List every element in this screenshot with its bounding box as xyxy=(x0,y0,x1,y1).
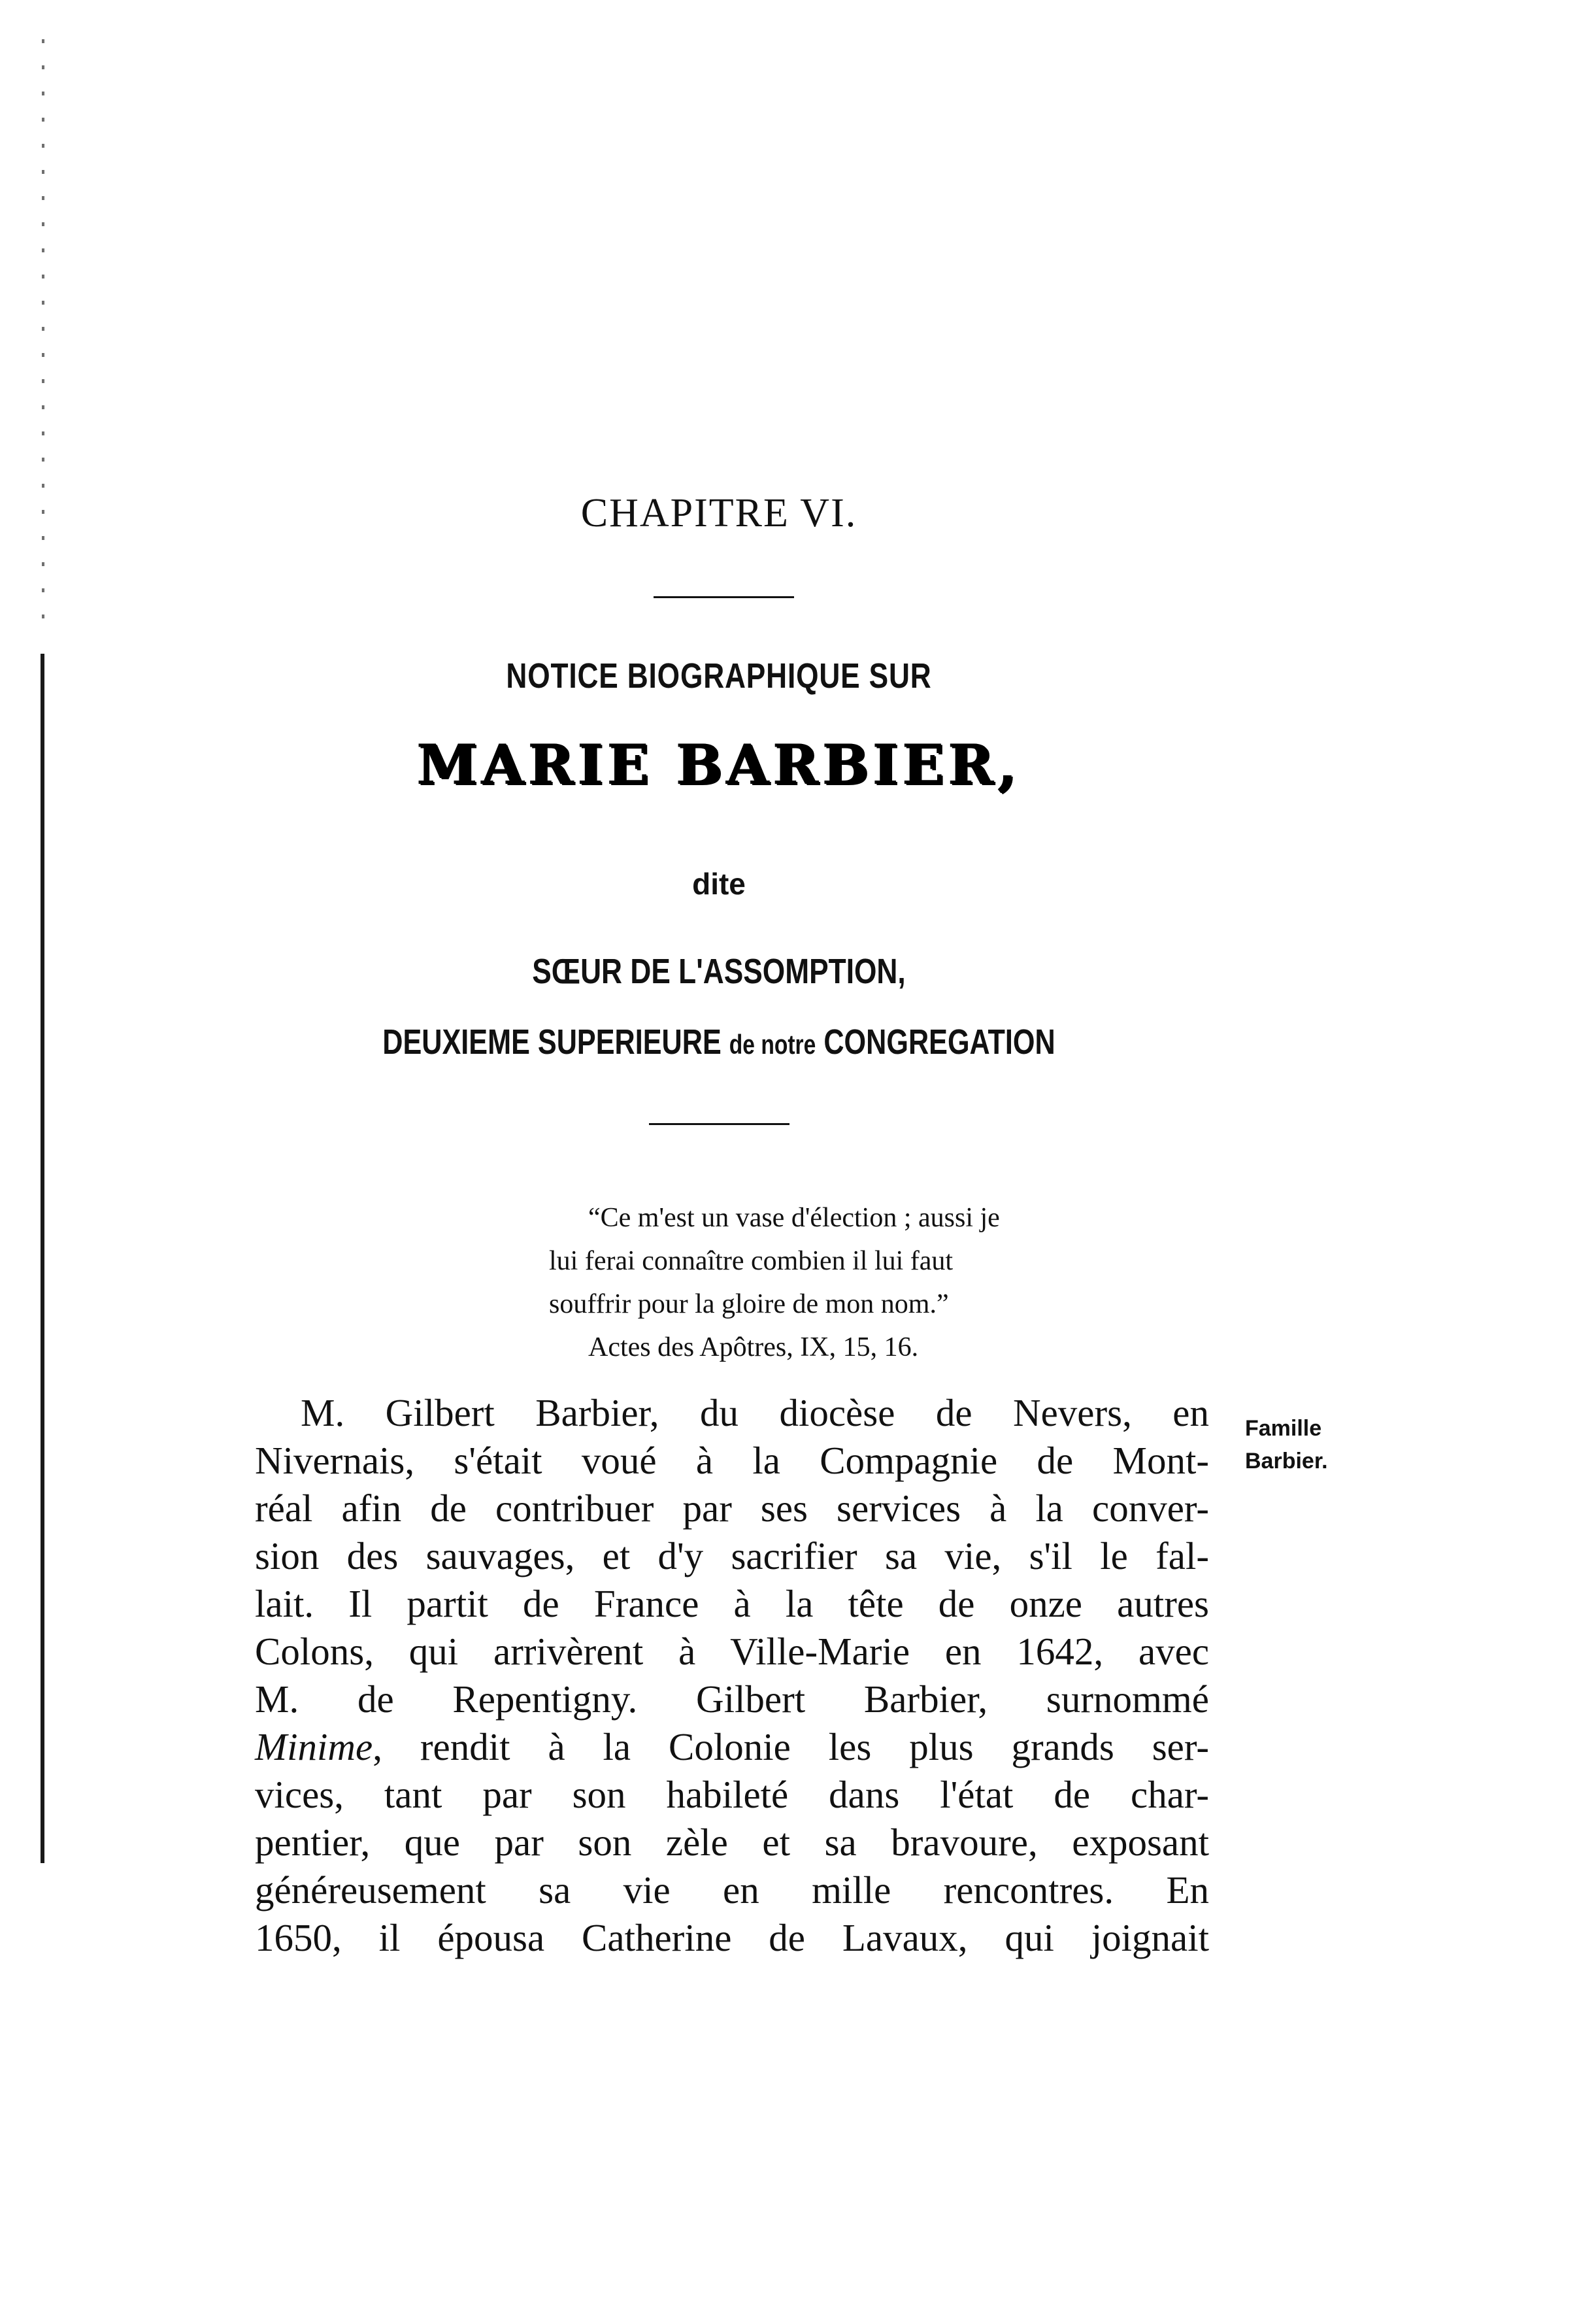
binding-margin-marks xyxy=(42,39,44,628)
body-line: généreusement sa vie en mille rencontres. En xyxy=(255,1868,1209,1911)
epigraph-line: “Ce m'est un vase d'élection ; aussi je xyxy=(588,1203,1000,1233)
margin-note-line: Barbier. xyxy=(1245,1449,1328,1474)
epigraph-line: lui ferai connaître combien il lui faut xyxy=(549,1246,954,1276)
religious-name-heading: SŒUR DE L'ASSOMPTION, xyxy=(532,952,906,991)
subject-name-title: MARIE BARBIER, xyxy=(417,732,1021,797)
body-line: M. de Repentigny. Gilbert Barbier, surnommé xyxy=(255,1677,1209,1721)
body-line: lait. Il partit de France à la tête de onze autres xyxy=(255,1582,1209,1625)
superior-heading-part3: CONGREGATION xyxy=(823,1022,1055,1062)
body-line: pentier, que par son zèle et sa bravoure, exposant xyxy=(255,1821,1209,1864)
body-line-rest: , rendit à la Colonie les plus grands ser- xyxy=(373,1725,1209,1768)
body-line: Colons, qui arrivèrent à Ville-Marie en 1642, avec xyxy=(255,1630,1209,1673)
superior-heading-part1: DEUXIEME SUPERIEURE xyxy=(382,1022,722,1062)
body-paragraph xyxy=(255,1389,1209,1962)
margin-note xyxy=(1245,1412,1328,1477)
italic-nickname: Minime xyxy=(255,1725,373,1768)
epigraph-source: Actes des Apôtres, IX, 15, 16. xyxy=(588,1332,919,1362)
body-line: sion des sauvages, et d'y sacrifier sa vie, s'il le fal- xyxy=(255,1534,1209,1577)
dite-label: dite xyxy=(692,867,746,901)
margin-note-line: Famille xyxy=(1245,1416,1322,1441)
body-line-with-italic xyxy=(255,1723,1209,1771)
superior-heading-part2: de notre xyxy=(729,1029,816,1060)
notice-heading: NOTICE BIOGRAPHIQUE SUR xyxy=(506,656,932,696)
body-line: Nivernais, s'était voué à la Compagnie de Mont- xyxy=(255,1439,1209,1482)
chapter-title: CHAPITRE VI. xyxy=(580,491,857,535)
binding-edge xyxy=(41,654,44,1863)
body-line: M. Gilbert Barbier, du diocèse de Nevers, en xyxy=(301,1391,1209,1434)
divider-rule-bottom xyxy=(649,1123,789,1125)
divider-rule-top xyxy=(654,596,794,598)
body-line: 1650, il épousa Catherine de Lavaux, qui joignait xyxy=(255,1916,1209,1959)
epigraph-line: souffrir pour la gloire de mon nom.” xyxy=(549,1289,949,1319)
epigraph xyxy=(549,1196,1209,1369)
body-line: vices, tant par son habileté dans l'état de char- xyxy=(255,1773,1209,1816)
superior-heading xyxy=(144,1022,1294,1062)
body-line: réal afin de contribuer par ses services à la conver- xyxy=(255,1487,1209,1530)
